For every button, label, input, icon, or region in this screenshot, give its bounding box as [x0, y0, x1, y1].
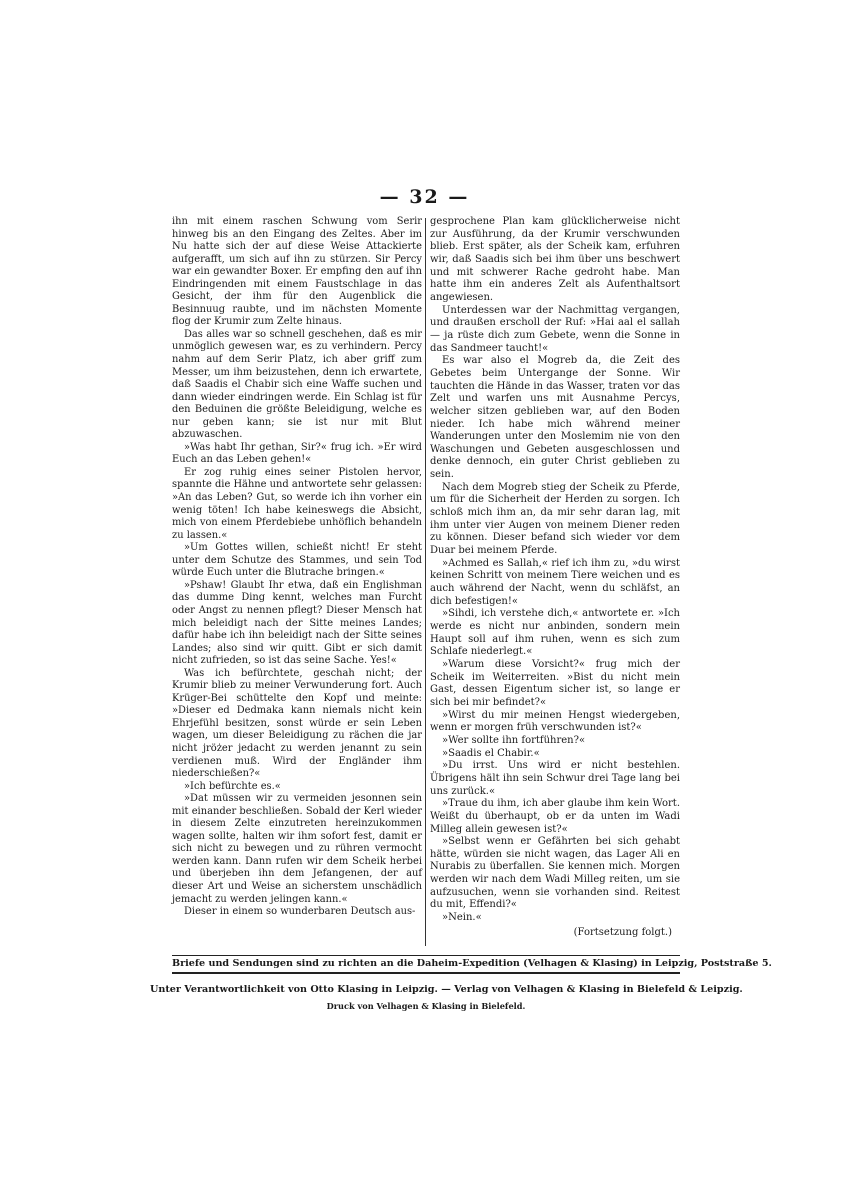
paragraph: »Warum diese Vorsicht?« frug mich der Scheik im Weiterreiten. »Bist du nicht mein Gast, dessen Eigentum sicher ist, so lange er sich bei mir befindet?« — [430, 658, 680, 708]
page-number: — 32 — — [379, 186, 470, 208]
paragraph: »Was habt Ihr gethan, Sir?« frug ich. »Er wird Euch an das Leben gehen!« — [172, 441, 422, 466]
paragraph: »Dat müssen wir zu vermeiden jesonnen sein mit einander beschließen. Sobald der Kerl wieder in diesem Zelte einzutreten hereinzukommen wagen sollte, halten wir ihm sofort fest, damit er sich nicht zu bewegen und zu rühren vermocht werden kann. Dann rufen wir dem Scheik herbei und überjeben ihn dem Jefangenen, der auf dieser Art und Weise an sicherstem unschädlich jemacht zu werden jelingen kann.« — [172, 793, 422, 905]
paragraph: Nach dem Mogreb stieg der Scheik zu Pferde, um für die Sicherheit der Herden zu sorgen. Ich schloß mich ihm an, da mir sehr daran lag, mit ihm unter vier Augen von meinem Diener reden zu können. Dieser befand sich wieder vor dem Duar bei meinem Pferde. — [430, 481, 680, 557]
paragraph: »Pshaw! Glaubt Ihr etwa, daß ein Englishman das dumme Ding kennt, welches man Furcht oder Angst zu nennen pflegt? Dieser Mensch hat mich beleidigt nach der Sitte meines Landes; dafür habe ich ihn beleidigt nach der Sitte seines Landes; also sind wir quitt. Gibt er sich damit nicht zufrieden, so ist das seine Sache. Yes!« — [172, 579, 422, 667]
paragraph: »Wirst du mir meinen Hengst wiedergeben, wenn er morgen früh verschwunden ist?« — [430, 709, 680, 734]
paragraph: »Nein.« — [442, 912, 482, 924]
continuation-note: (Fortsetzung folgt.) — [573, 926, 672, 938]
paragraph: »Wer sollte ihn fortführen?« — [442, 734, 586, 746]
column-divider — [425, 218, 426, 946]
paragraph: Es war also el Mogreb da, die Zeit des Gebetes beim Untergange der Sonne. Wir tauchten die Hände in das Wasser, traten vor das Zelt und warfen uns mit Ausnahme Percys, welcher sitzen geblieben war, auf den Boden nieder. Ich habe mich während meiner Wanderungen unter den Moslemim nie von den Waschungen und Gebeten ausgeschlossen und denke dennoch, ein guter Christ geblieben zu sein. — [430, 355, 680, 481]
rule-top — [172, 955, 680, 956]
paragraph: »Du irrst. Uns wird er nicht bestehlen. Übrigens hält ihn sein Schwur drei Tage lang bei uns zurück.« — [430, 760, 680, 797]
paragraph: »Traue du ihm, ich aber glaube ihm kein Wort. Weißt du überhaupt, ob er da unten im Wadi Milleg allein gewesen ist?« — [430, 798, 680, 835]
paragraph: »Saadis el Chabir.« — [442, 747, 540, 759]
text-columns — [172, 216, 680, 951]
paragraph: »Um Gottes willen, schießt nicht! Er steht unter dem Schutze des Stammes, und sein Tod würde Euch unter die Blutrache bringen.« — [172, 542, 422, 579]
footer-print: Druck von Velhagen & Klasing in Bielefeld. — [326, 1001, 526, 1011]
paragraph: ihn mit einem raschen Schwung vom Serir hinweg bis an den Eingang des Zeltes. Aber im Nu hatte sich der auf diese Weise Attackierte aufgerafft, um sich auf ihn zu stürzen. Sir Percy war ein gewandter Boxer. Er empfing den auf ihn Eindringenden mit einem Faustschlage in das Gesicht, der ihm für den Augenblick die Besinnuug raubte, und im nächsten Momente flog der Krumir zum Zelte hinaus. — [172, 216, 422, 328]
left-column — [172, 216, 422, 919]
paragraph: »Sihdi, ich verstehe dich,« antwortete er. »Ich werde es nicht nur anbinden, sondern mein Haupt soll auf ihm ruhen, wenn es sich zum Schlafe niederlegt.« — [430, 608, 680, 658]
paragraph: Dieser in einem so wunderbaren Deutsch aus- — [184, 906, 416, 918]
paragraph: gesprochene Plan kam glücklicherweise nicht zur Ausführung, da der Krumir verschwunden blieb. Erst später, als der Scheik kam, erfuhren wir, daß Saadis sich bei ihm über uns beschwert und mit schwerer Rache gedroht habe. Man hatte ihm ein anderes Zelt als Aufenthaltsort angewiesen. — [430, 216, 680, 303]
paragraph: Was ich befürchtete, geschah nicht; der Krumir blieb zu meiner Verwunderung fort. Auch Krüger-Bei schüttelte den Kopf und meinte: »Dieser ed Dedmaka kann niemals nicht kein Ehrjefühl besitzen, sonst würde er sein Leben wagen, um dieser Beleidigung zu rächen die jar nicht jröżer jedacht zu werden jenannt zu sein verdienen muß. Wird der Engländer ihm niederschießen?« — [172, 667, 422, 780]
paragraph: »Selbst wenn er Gefährten bei sich gehabt hätte, würden sie nicht wagen, das Lager Ali en Nurabis zu überfallen. Sie kennen mich. Morgen werden wir nach dem Wadi Milleg reiten, um sie aufzusuchen, wenn sie vorhanden sind. Reitest du mit, Effendi?« — [430, 836, 680, 911]
footer-responsibility: Unter Verantwortlichkeit von Otto Klasing in Leipzig. — Verlag von Velhagen & Klasing in Bielefeld & Leipzig. — [150, 984, 743, 995]
paragraph: Das alles war so schnell geschehen, daß es mir unmöglich gewesen war, es zu verhindern. Percy nahm auf dem Serir Platz, ich aber griff zum Messer, um ihm beizustehen, denn ich erwartete, daß Saadis el Chabir sich eine Waffe suchen und dann wieder eindringen werde. Ein Schlag ist für den Beduinen die größte Beleidigung, welche es nur geben kann; sie ist nur mit Blut abzuwaschen. — [172, 328, 422, 441]
paragraph: Er zog ruhig eines seiner Pistolen hervor, spannte die Hähne und antwortete sehr gelassen: »An das Leben? Gut, so werde ich ihn vorher ein wenig töten! Ich habe keineswegs die Absicht, mich von einem Pferdebiebe unhöflich behandeln zu lassen.« — [172, 466, 422, 541]
paragraph: Unterdessen war der Nachmittag vergangen, und draußen erscholl der Ruf: »Hai aal el sallah — ja rüste dich zum Gebete, wenn die Sonne in das Sandmeer taucht!« — [430, 304, 680, 354]
paragraph: »Achmed es Sallah,« rief ich ihm zu, »du wirst keinen Schritt von meinem Tiere weichen und es auch während der Nacht, wenn du schläfst, an dich befestigen!« — [430, 557, 680, 607]
submission-notice: Briefe und Sendungen sind zu richten an die Daheim-Expedition (Velhagen & Klasing) in Leipzig, Poststraße 5. — [172, 958, 772, 969]
rule-bottom — [172, 972, 680, 974]
paragraph: »Ich befürchte es.« — [184, 780, 281, 792]
right-column — [430, 216, 680, 939]
